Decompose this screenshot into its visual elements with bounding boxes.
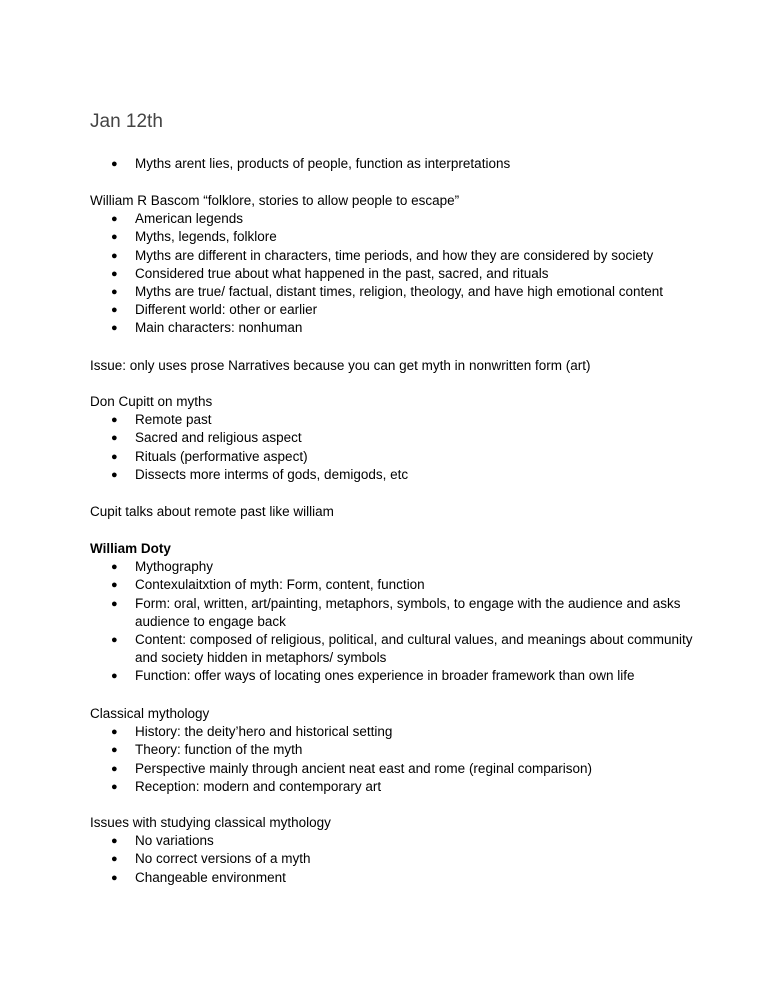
list-item: ● Reception: modern and contemporary art xyxy=(135,778,700,796)
list-item: ● Rituals (performative aspect) xyxy=(135,448,700,466)
list-item: ● Myths are different in characters, time periods, and how they are considered by society xyxy=(135,247,700,265)
list-item: ● Mythography xyxy=(135,558,700,576)
list-item: ● History: the deity’hero and historical setting xyxy=(135,723,700,741)
note-date-heading: Jan 12th xyxy=(90,111,163,132)
classical-section xyxy=(90,705,700,796)
list-item: ● Different world: other or earlier xyxy=(135,301,700,319)
section-heading: Don Cupitt on myths xyxy=(90,394,213,409)
list-item: ● Myths, legends, folklore xyxy=(135,228,700,246)
paragraph: Cupit talks about remote past like william xyxy=(90,504,334,519)
list-item: ● Contexulaitxtion of myth: Form, content, function xyxy=(135,576,700,594)
list-item: ● Perspective mainly through ancient neat east and rome (reginal comparison) xyxy=(135,760,700,778)
list-item: ● Sacred and religious aspect xyxy=(135,429,700,447)
doty-section xyxy=(90,540,700,686)
list-item: ● No variations xyxy=(135,832,700,850)
list-item: ● American legends xyxy=(135,210,700,228)
issues-section xyxy=(90,814,700,887)
list-item: ● Changeable environment xyxy=(135,869,700,887)
cupit-note-section xyxy=(90,503,700,521)
issues-list xyxy=(90,832,700,887)
section-heading: Classical mythology xyxy=(90,706,210,721)
doty-list xyxy=(90,558,700,685)
list-item: ● Content: composed of religious, political, and cultural values, and meanings about community and society hidden in metaphors/ symbols xyxy=(135,631,700,667)
list-item: ● Myths are true/ factual, distant times, religion, theology, and have high emotional content xyxy=(135,283,700,301)
section-heading: William R Bascom “folklore, stories to allow people to escape” xyxy=(90,193,460,208)
section-heading: Issues with studying classical mythology xyxy=(90,815,331,830)
cupitt-list xyxy=(90,411,700,484)
list-item: ● Remote past xyxy=(135,411,700,429)
issue-section xyxy=(90,357,700,375)
intro-section xyxy=(90,155,700,173)
list-item: ● Dissects more interms of gods, demigods, etc xyxy=(135,466,700,484)
section-heading: William Doty xyxy=(90,541,171,556)
list-item: ● No correct versions of a myth xyxy=(135,850,700,868)
list-item: ● Myths arent lies, products of people, function as interpretations xyxy=(135,155,700,173)
classical-list xyxy=(90,723,700,796)
cupitt-section xyxy=(90,393,700,484)
list-item: ● Form: oral, written, art/painting, metaphors, symbols, to engage with the audience and asks audience to engage back xyxy=(135,595,700,631)
list-item: ● Considered true about what happened in the past, sacred, and rituals xyxy=(135,265,700,283)
bascom-list xyxy=(90,210,700,337)
paragraph: Issue: only uses prose Narratives because you can get myth in nonwritten form (art) xyxy=(90,358,591,373)
intro-list xyxy=(90,155,700,173)
list-item: ● Function: offer ways of locating ones experience in broader framework than own life xyxy=(135,667,700,685)
list-item: ● Main characters: nonhuman xyxy=(135,319,700,337)
list-item: ● Theory: function of the myth xyxy=(135,741,700,759)
bascom-section xyxy=(90,192,700,338)
